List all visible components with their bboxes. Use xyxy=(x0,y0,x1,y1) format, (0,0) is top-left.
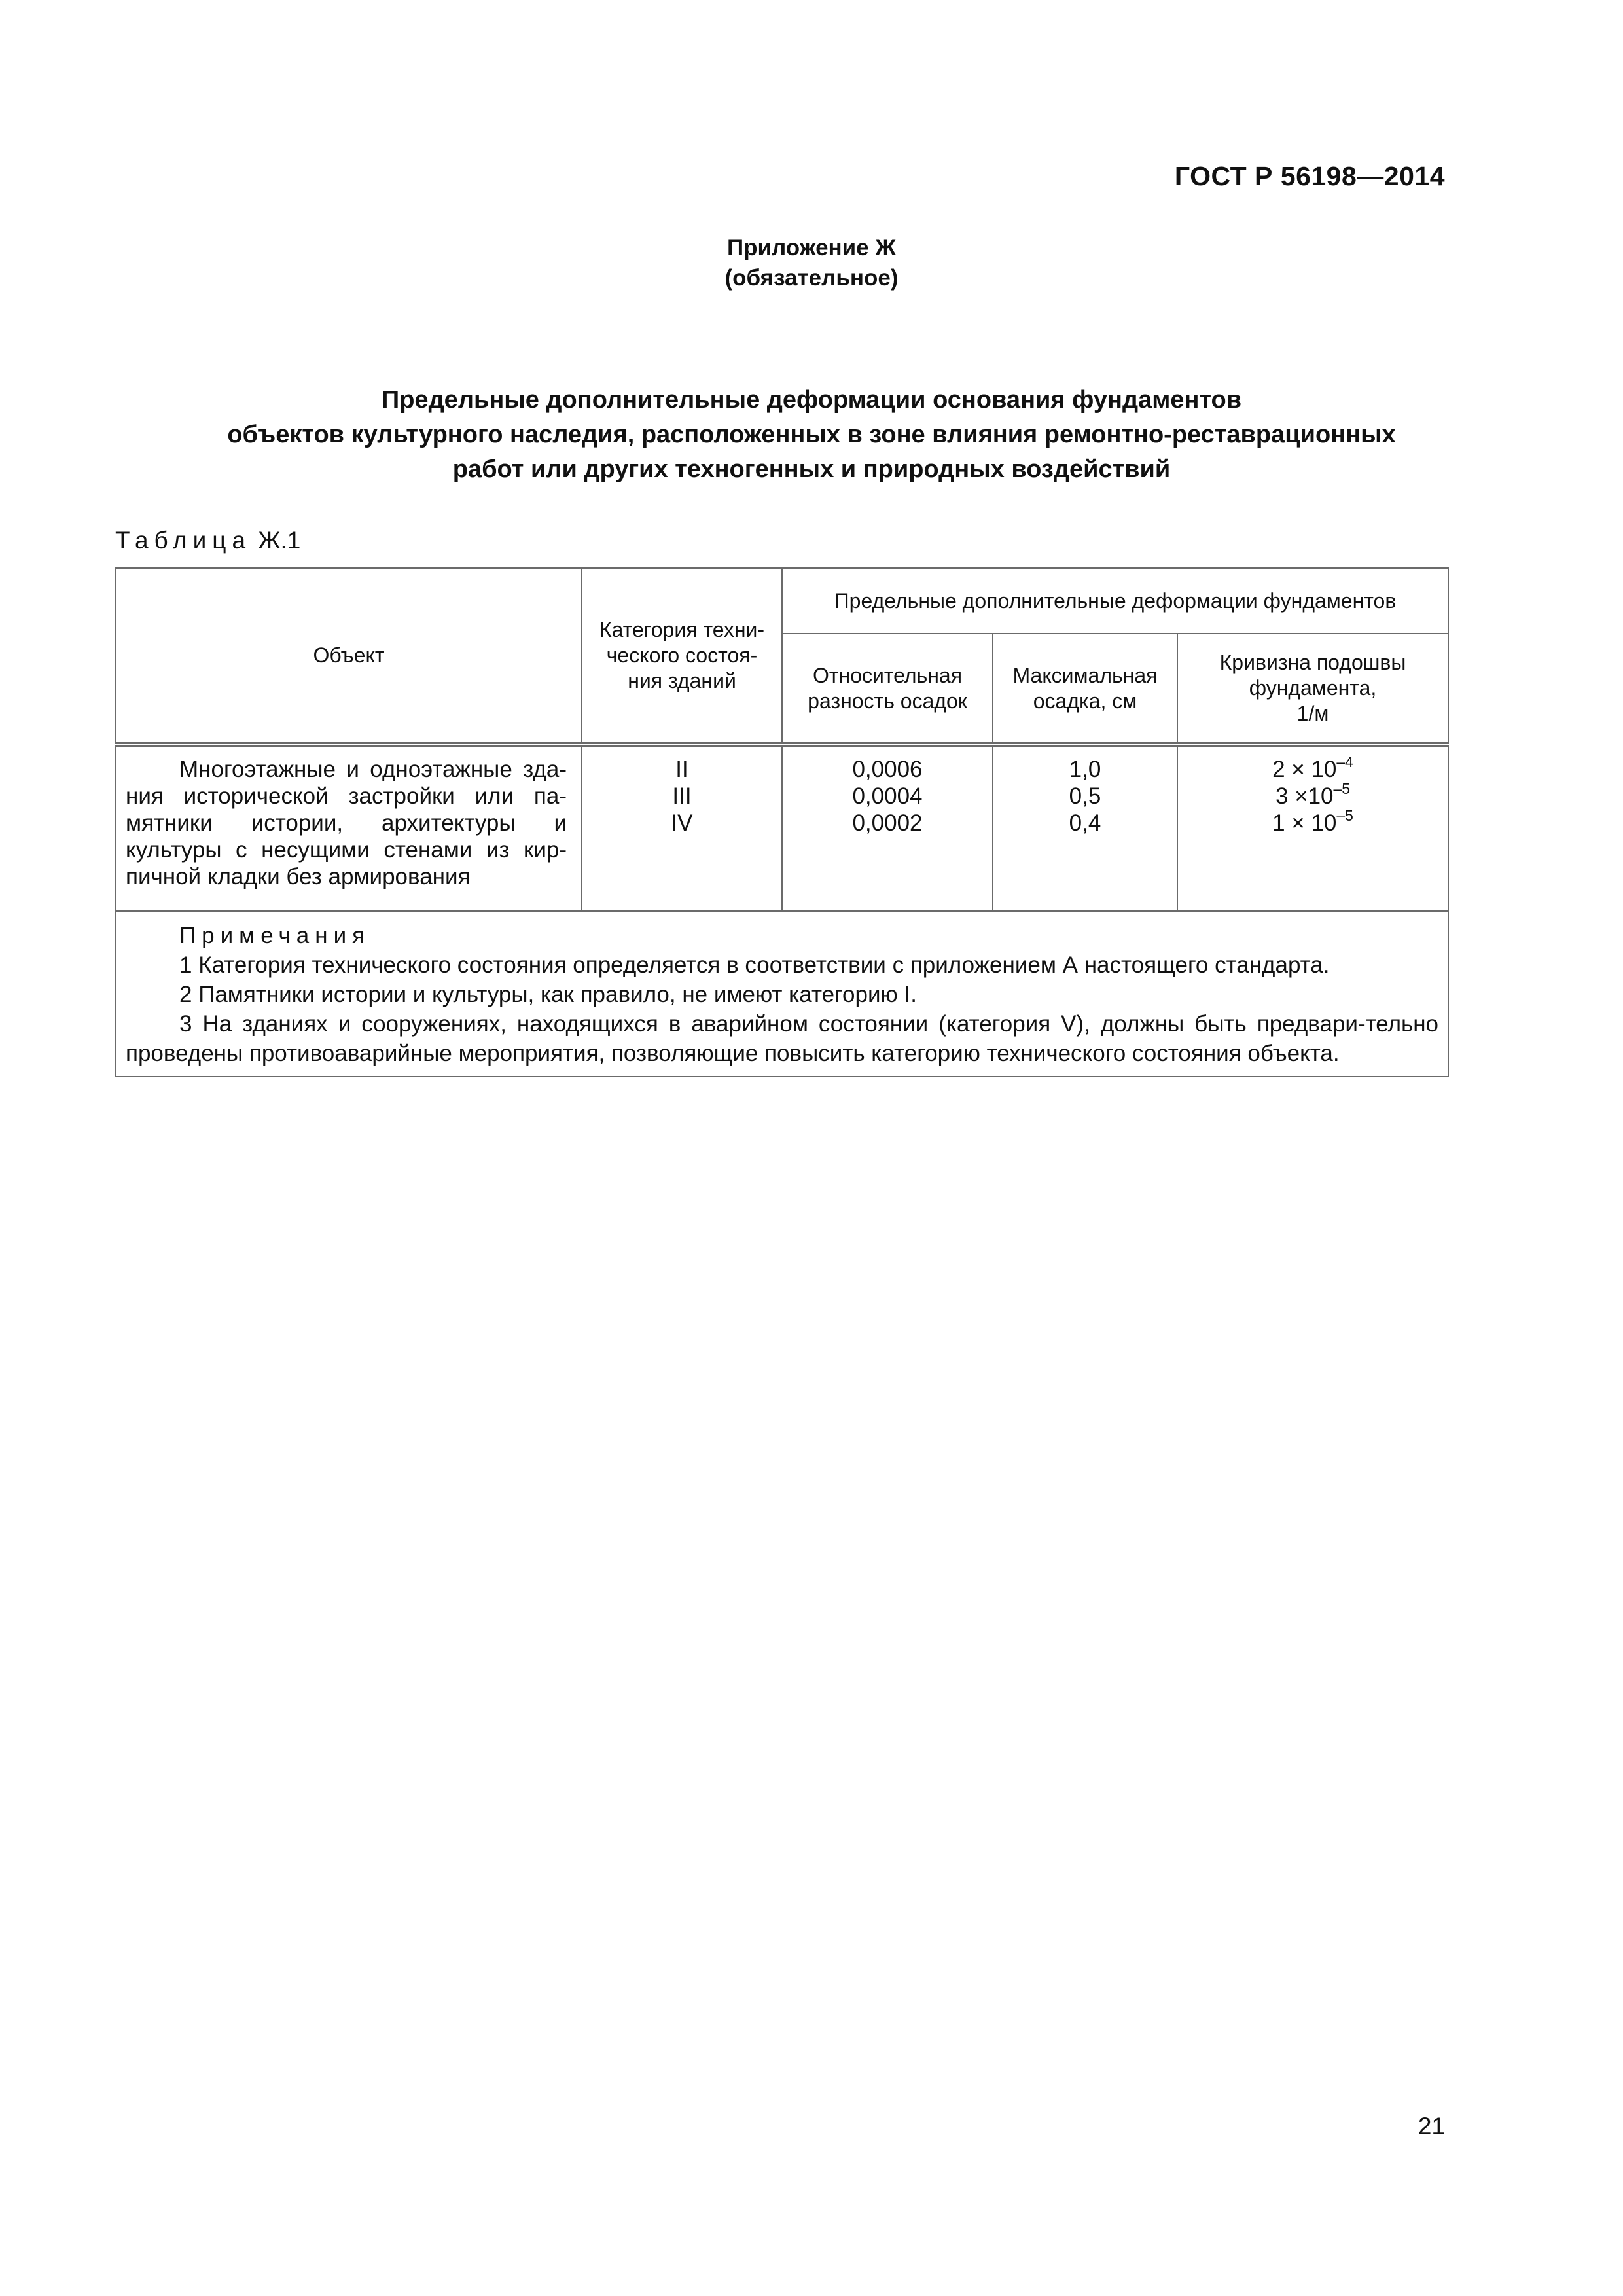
page-number: 21 xyxy=(1418,2113,1445,2140)
note-item: 3 На зданиях и сооружениях, находящихся в аварийном состоянии (категория V), должны быть предвари-тельно проведены противоаварийные мероприятия, позволяющие повысить категорию технического состояния объекта. xyxy=(126,1011,1439,1066)
curvature-value: $3 \times 10^{-5}$ xyxy=(1275,780,1351,809)
header-relative-difference: Относительная разность осадок xyxy=(782,634,993,745)
section-title xyxy=(92,383,1531,487)
section-title-line-3: работ или других техногенных и природных воздействий xyxy=(452,456,1171,483)
table-caption-number: Ж.1 xyxy=(258,527,301,554)
appendix-title: Приложение Ж xyxy=(726,235,897,260)
appendix-status: (обязательное) xyxy=(724,265,899,291)
notes-heading: Примечания xyxy=(179,923,371,948)
settlement-value: 1,0 xyxy=(1069,757,1101,782)
cell-max-settlement xyxy=(993,745,1177,912)
table-caption xyxy=(115,527,300,554)
deformation-table xyxy=(115,567,1449,1077)
header-category: Категория техни-ческого состоя-ния зданий xyxy=(582,568,782,745)
header-curvature xyxy=(1177,634,1448,745)
header-deformations-group: Предельные дополнительные деформации фундаментов xyxy=(782,568,1448,634)
settlement-value: 0,5 xyxy=(1069,783,1101,809)
curvature-value: $2 \times 10^{-4}$ xyxy=(1272,753,1353,782)
section-title-line-1: Предельные дополнительные деформации основания фундаментов xyxy=(381,386,1242,414)
category-value: IV xyxy=(671,810,693,836)
table-caption-word: Таблица xyxy=(115,527,252,554)
section-title-line-2: объектов культурного наследия, расположенных в зоне влияния ремонтно-реставрационных xyxy=(227,421,1396,448)
notes-cell xyxy=(116,911,1448,1077)
settlement-value: 0,4 xyxy=(1069,810,1101,836)
header-curvature-line-3: 1/м xyxy=(1296,702,1329,725)
relative-value: 0,0006 xyxy=(852,757,923,782)
cell-categories xyxy=(582,745,782,912)
table-row xyxy=(116,745,1448,912)
header-curvature-line-1: Кривизна подошвы xyxy=(1219,651,1406,674)
relative-value: 0,0004 xyxy=(852,783,923,809)
header-curvature-line-2: фундамента, xyxy=(1249,676,1377,700)
curvature-value: $1 \times 10^{-5}$ xyxy=(1272,807,1353,836)
document-code: ГОСТ Р 56198—2014 xyxy=(1174,161,1445,191)
cell-relative-difference xyxy=(782,745,993,912)
note-item: 1 Категория технического состояния определяется в соответствии с приложением А настоящего стандарта. xyxy=(179,952,1330,978)
category-value: II xyxy=(675,757,688,782)
notes-row xyxy=(116,911,1448,1077)
note-item: 2 Памятники истории и культуры, как правило, не имеют категорию I. xyxy=(179,982,917,1007)
relative-value: 0,0002 xyxy=(852,810,923,836)
header-object: Объект xyxy=(116,568,582,745)
category-value: III xyxy=(672,783,692,809)
cell-curvature xyxy=(1177,745,1448,912)
appendix-heading xyxy=(0,233,1623,293)
cell-object: Многоэтажные и одноэтажные зда-ния исторической застройки или па-мятники истории, архитектуры и культуры с несущими стенами из кир-пичной кладки без армирования xyxy=(116,745,582,912)
header-max-settlement: Максимальная осадка, см xyxy=(993,634,1177,745)
